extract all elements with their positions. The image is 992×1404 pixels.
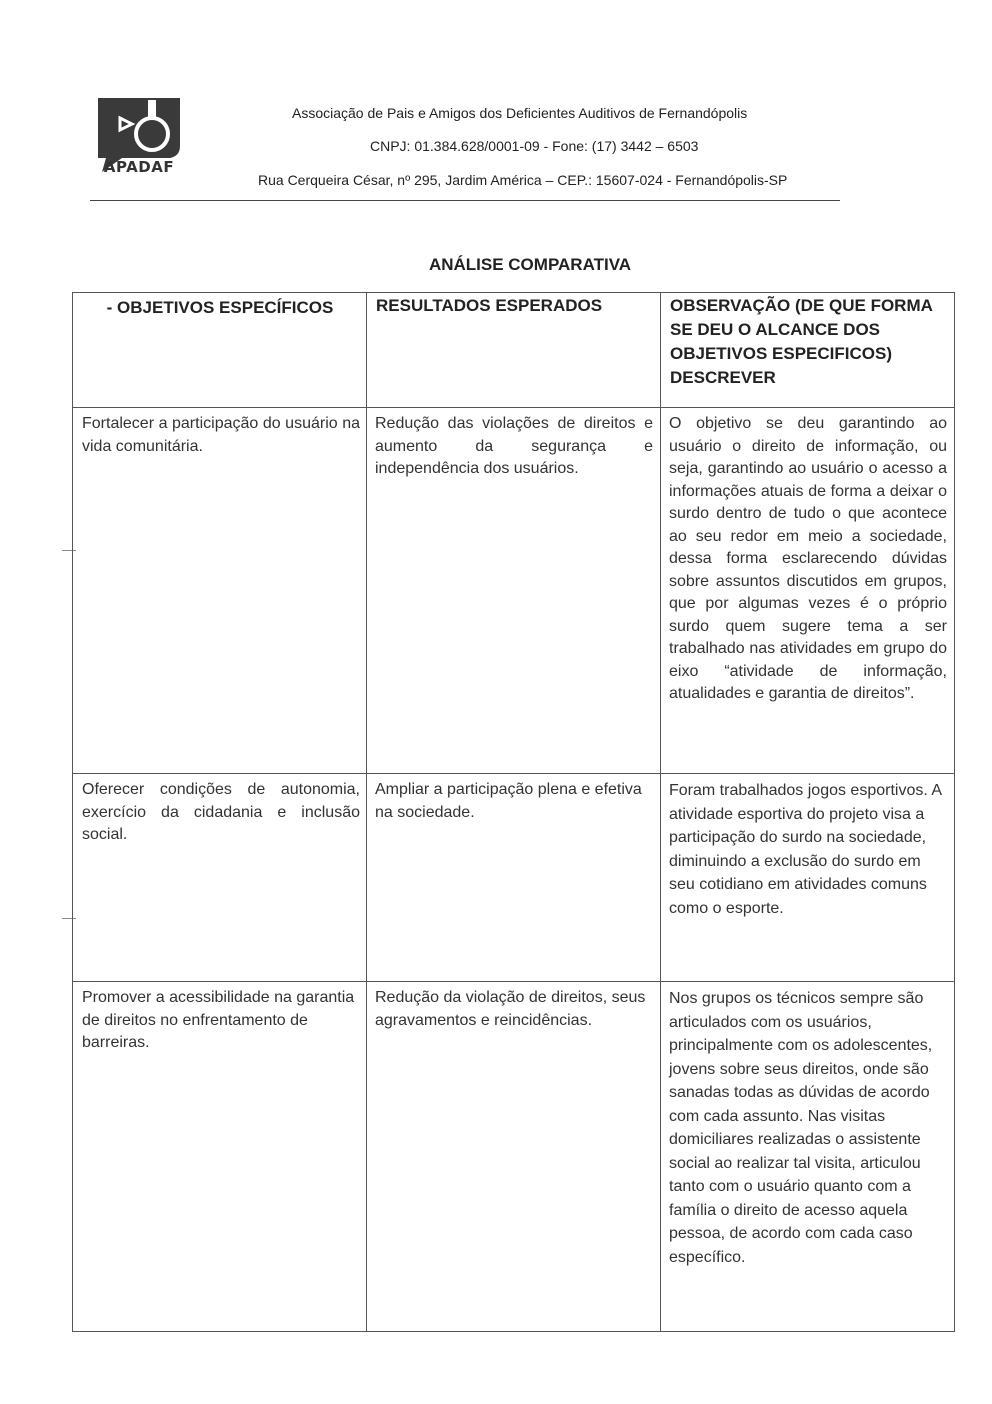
table-row bbox=[73, 774, 955, 982]
header-observacao: OBSERVAÇÃO (DE QUE FORMA SE DEU O ALCANCE DOS OBJETIVOS ESPECIFICOS) DESCREVER bbox=[661, 293, 955, 408]
table-row bbox=[73, 982, 955, 1332]
header-resultados: RESULTADOS ESPERADOS bbox=[367, 293, 661, 408]
address-line: Rua Cerqueira César, nº 295, Jardim América – CEP.: 15607-024 - Fernandópolis-SP bbox=[258, 172, 788, 188]
cnpj-line: CNPJ: 01.384.628/0001-09 - Fone: (17) 3442 – 6503 bbox=[370, 138, 699, 154]
objetivo-cell: Promover a acessibilidade na garantia de direitos no enfrentamento de barreiras. bbox=[73, 982, 367, 1332]
analysis-table bbox=[72, 292, 955, 1332]
resultado-cell: Ampliar a participação plena e efetiva na sociedade. bbox=[367, 774, 661, 982]
org-name: Associação de Pais e Amigos dos Deficientes Auditivos de Fernandópolis bbox=[292, 105, 748, 121]
observacao-cell: Foram trabalhados jogos esportivos. A atividade esportiva do projeto visa a participação do surdo na sociedade, diminuindo a exclusão do surdo em seu cotidiano em atividades comuns como o esporte. bbox=[661, 774, 955, 982]
document-title: ANÁLISE COMPARATIVA bbox=[428, 255, 632, 274]
header-divider bbox=[90, 200, 840, 201]
header-objetivos: - OBJETIVOS ESPECÍFICOS bbox=[73, 293, 367, 408]
table-row bbox=[73, 408, 955, 774]
observacao-cell: Nos grupos os técnicos sempre são articulados com os usuários, principalmente com os adolescentes, jovens sobre seus direitos, onde são sanadas todas as dúvidas de acordo com cada assunto. Nas visitas domiciliares realizadas o assistente social ao realizar tal visita, articulou tanto com o usuário quanto com a família o direito de acesso aquela pessoa, de acordo com cada caso específico. bbox=[661, 982, 955, 1332]
table-header-row bbox=[73, 293, 955, 408]
observacao-cell: O objetivo se deu garantindo ao usuário o direito de informação, ou seja, garantindo ao usuário o acesso a informações atuais de forma a deixar o surdo dentro de tudo o que acontece ao seu redor em meio a sociedade, dessa forma esclarecendo dúvidas sobre assuntos discutidos em grupos, que por algumas vezes é o próprio surdo quem sugere tema a ser trabalhado nas atividades em grupo do eixo “atividade de informação, atualidades e garantia de direitos”. bbox=[661, 408, 955, 774]
resultado-cell: Redução da violação de direitos, seus agravamentos e reincidências. bbox=[367, 982, 661, 1332]
objetivo-cell: Fortalecer a participação do usuário na vida comunitária. bbox=[73, 408, 367, 774]
objetivo-cell: Oferecer condições de autonomia, exercício da cidadania e inclusão social. bbox=[73, 774, 367, 982]
logo-text: APADAF bbox=[103, 158, 175, 176]
resultado-cell: Redução das violações de direitos e aumento da segurança e independência dos usuários. bbox=[367, 408, 661, 774]
